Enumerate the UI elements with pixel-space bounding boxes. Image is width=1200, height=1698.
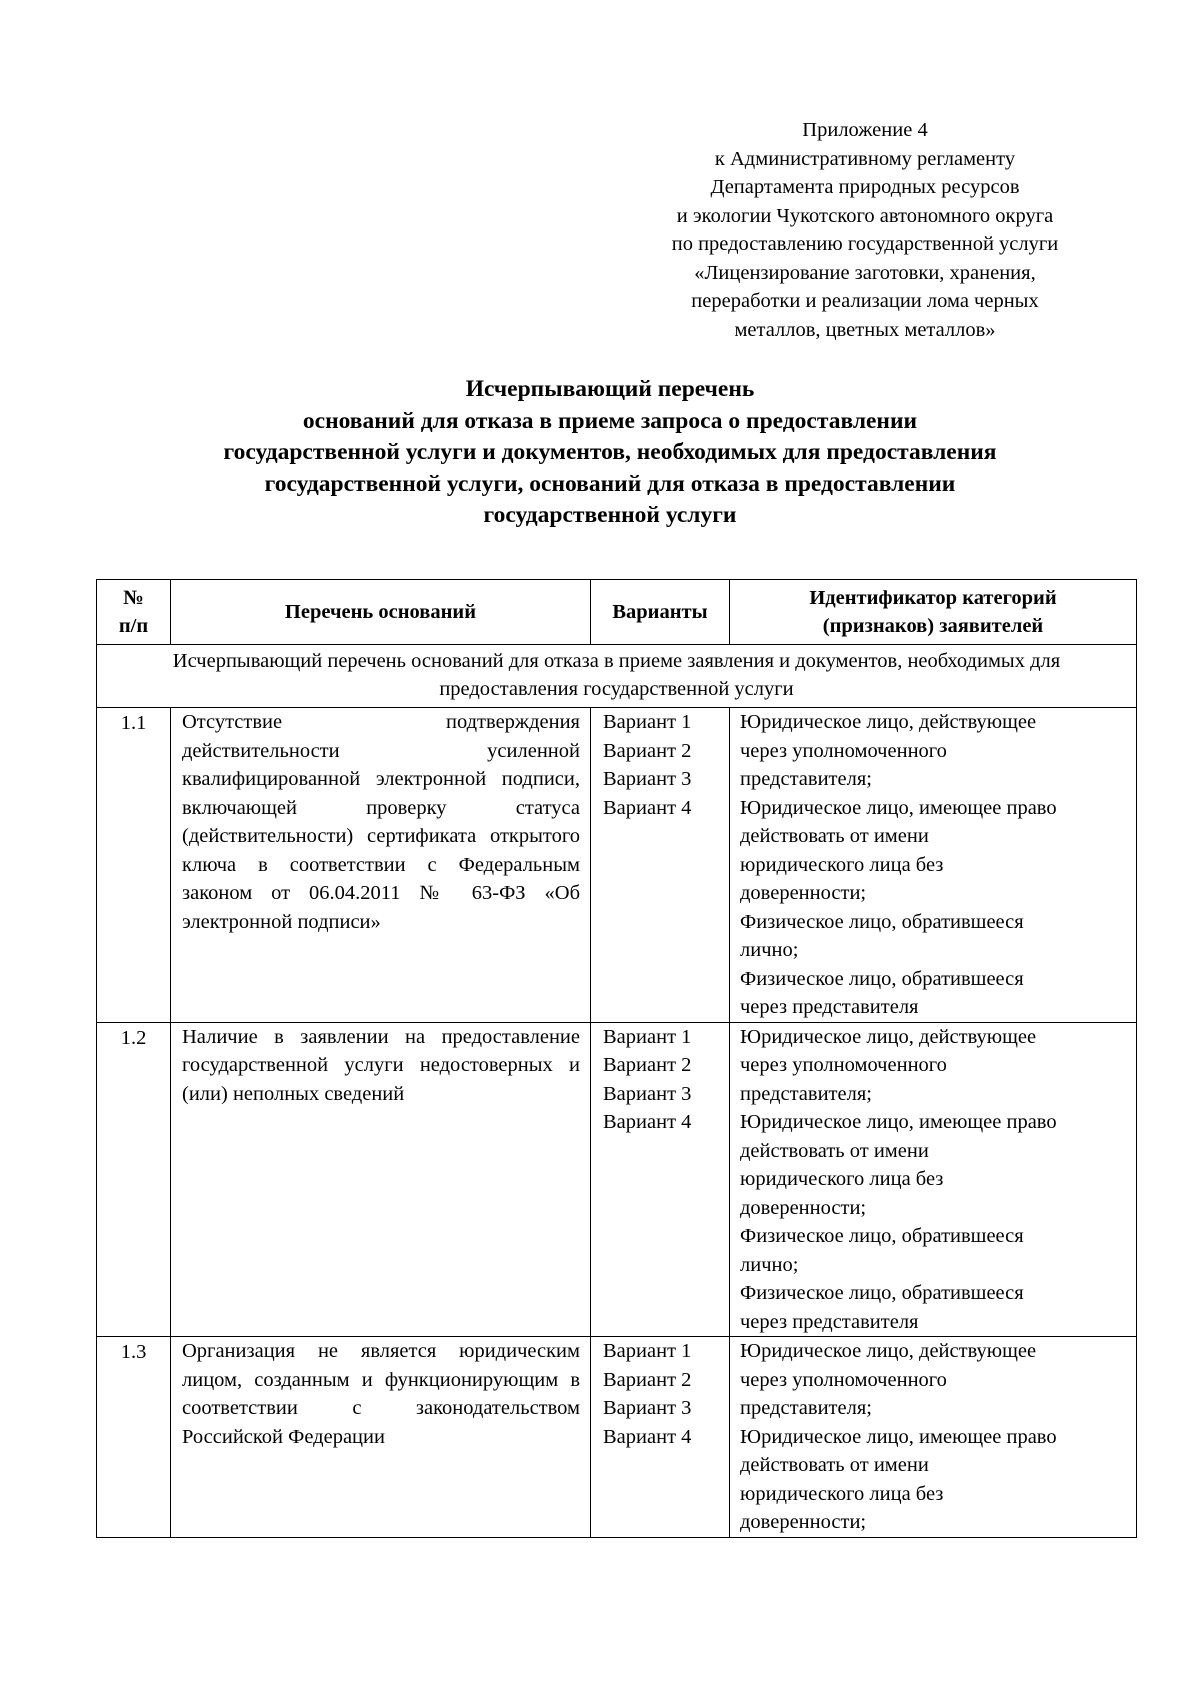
variant-item: Вариант 2	[603, 1054, 692, 1076]
appendix-line: металлов, цветных металлов»	[734, 318, 996, 341]
category-line: через уполномоченного	[740, 1054, 947, 1076]
category-item	[740, 965, 1132, 1022]
document-title	[110, 374, 1110, 532]
header-reasons: Перечень оснований	[171, 580, 591, 645]
title-line: государственной услуги, оснований для отказа в предоставлении	[264, 470, 956, 497]
category-line: действовать от имени	[740, 1454, 929, 1476]
variant-item: Вариант 4	[603, 1111, 692, 1133]
table-row	[97, 708, 1137, 1023]
category-line: лично;	[740, 1253, 799, 1276]
appendix-line: и экологии Чукотского автономного округа	[676, 204, 1054, 227]
header-identifier: Идентификатор категорий (признаков) заявителей	[730, 580, 1137, 645]
appendix-line: «Лицензирование заготовки, хранения,	[694, 261, 1036, 284]
category-line: юридического лица без	[740, 853, 944, 876]
category-line: через представителя	[740, 1310, 919, 1333]
appendix-header	[640, 116, 1090, 344]
row-variants	[591, 708, 730, 1023]
category-line: Юридическое лицо, действующее	[740, 1340, 1037, 1362]
category-line: юридического лица без	[740, 1482, 944, 1505]
grounds-table	[96, 579, 1137, 1538]
title-line: Исчерпывающий перечень	[465, 376, 755, 402]
category-line: Физическое лицо, обратившееся	[740, 1225, 1024, 1247]
category-line: действовать от имени	[740, 1139, 929, 1162]
variant-item: Вариант 3	[603, 1082, 692, 1105]
category-line: представителя;	[740, 768, 872, 790]
table-header-row	[97, 580, 1137, 645]
section-row	[97, 645, 1137, 708]
category-line: Юридическое лицо, имеющее право	[740, 1111, 1057, 1133]
category-item	[740, 1337, 1132, 1423]
category-item	[740, 1423, 1132, 1537]
header-variants: Варианты	[591, 580, 730, 645]
row-reason: Организация не является юридическим лицом, созданным и функционирующим в соответствии с законодательством Российской Федерации	[171, 1337, 591, 1538]
category-line: Юридическое лицо, действующее	[740, 711, 1037, 733]
category-line: Физическое лицо, обратившееся	[740, 967, 1024, 990]
category-item	[740, 1279, 1132, 1336]
category-item	[740, 794, 1132, 908]
category-line: Юридическое лицо, действующее	[740, 1025, 1037, 1048]
table-row	[97, 1022, 1137, 1337]
variant-item: Вариант 1	[603, 1025, 692, 1048]
category-line: представителя;	[740, 1082, 872, 1105]
variant-item: Вариант 3	[603, 768, 692, 790]
category-line: представителя;	[740, 1397, 872, 1419]
category-item	[740, 1023, 1132, 1109]
header-num: № п/п	[97, 580, 171, 645]
category-line: лично;	[740, 939, 799, 961]
title-line: государственной услуги и документов, необходимых для предоставления	[223, 439, 997, 465]
category-line: Физическое лицо, обратившееся	[740, 910, 1024, 933]
category-line: через уполномоченного	[740, 1368, 947, 1391]
variant-item: Вариант 1	[603, 1340, 692, 1362]
category-line: действовать от имени	[740, 825, 929, 847]
category-line: доверенности;	[740, 882, 867, 904]
row-categories	[730, 1337, 1137, 1538]
category-item	[740, 1222, 1132, 1279]
category-line: доверенности;	[740, 1196, 867, 1219]
title-line: государственной услуги	[483, 502, 737, 528]
category-item	[740, 1108, 1132, 1222]
variant-item: Вариант 1	[603, 711, 692, 733]
row-number: 1.3	[97, 1337, 171, 1538]
row-categories	[730, 708, 1137, 1023]
category-line: Физическое лицо, обратившееся	[740, 1282, 1024, 1304]
category-line: через представителя	[740, 996, 919, 1018]
category-item	[740, 708, 1132, 794]
row-reason: Наличие в заявлении на предоставление государственной услуги недостоверных и (или) неполных сведений	[171, 1022, 591, 1337]
variant-item: Вариант 4	[603, 1425, 692, 1448]
category-line: Юридическое лицо, имеющее право	[740, 1425, 1057, 1448]
row-reason: Отсутствие подтверждения действительности усиленной квалифицированной электронной подписи, включающей проверку статуса (действительности) сертификата открытого ключа в соответствии с Федеральным законом от 06.04.2011 № 63-ФЗ «Об электронной подписи»	[171, 708, 591, 1023]
row-variants	[591, 1337, 730, 1538]
variant-item: Вариант 2	[603, 739, 692, 762]
row-variants	[591, 1022, 730, 1337]
row-number: 1.2	[97, 1022, 171, 1337]
variant-item: Вариант 3	[603, 1397, 692, 1419]
row-categories	[730, 1022, 1137, 1337]
appendix-line: Департамента природных ресурсов	[710, 176, 1020, 198]
variant-item: Вариант 4	[603, 796, 692, 819]
category-line: юридического лица без	[740, 1168, 944, 1190]
appendix-line: по предоставлению государственной услуги	[671, 233, 1059, 255]
appendix-line: Приложение 4	[802, 119, 928, 141]
category-item	[740, 908, 1132, 965]
category-line: Юридическое лицо, имеющее право	[740, 796, 1057, 819]
appendix-line: переработки и реализации лома черных	[691, 290, 1039, 312]
appendix-line: к Административному регламенту	[714, 147, 1016, 170]
title-line: оснований для отказа в приеме запроса о предоставлении	[302, 407, 918, 434]
table-row	[97, 1337, 1137, 1538]
variant-item: Вариант 2	[603, 1368, 692, 1391]
section-title: Исчерпывающий перечень оснований для отказа в приеме заявления и документов, необходимых для предоставления государственной услуги	[97, 645, 1137, 708]
row-number: 1.1	[97, 708, 171, 1023]
category-line: через уполномоченного	[740, 739, 947, 762]
category-line: доверенности;	[740, 1511, 867, 1533]
